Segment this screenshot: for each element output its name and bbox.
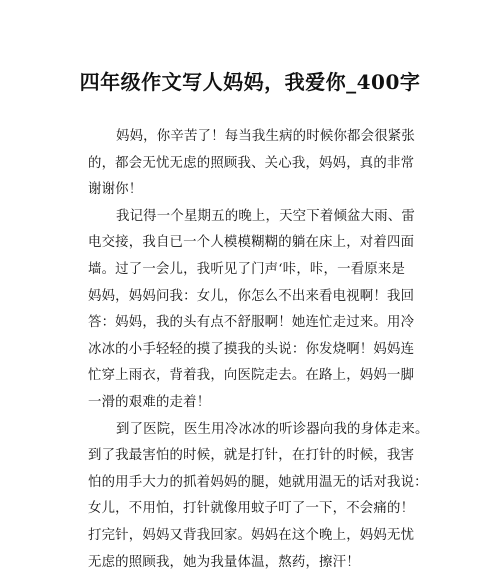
paragraph-line: 我记得一个星期五的晚上，天空下着倾盆大雨、雷 (88, 204, 428, 231)
paragraph-line: 墙。过了一会儿，我听见了门声‘咔，咔，一看原来是 (88, 257, 428, 284)
paragraph-line: 妈妈，妈妈问我：女儿，你怎么不出来看电视啊！我回 (88, 284, 428, 311)
paragraph-line: 到了医院，医生用冷冰冰的听诊器向我的身体走来。 (88, 417, 428, 444)
paragraph-line: 谢谢你！ (88, 177, 428, 204)
document-title: 四年级作文写人妈妈，我爱你_400字 (0, 66, 500, 95)
essay-body (88, 124, 428, 576)
paragraph-line: 答：妈妈，我的头有点不舒服啊！她连忙走过来。用冷 (88, 310, 428, 337)
paragraph-line: 电交接，我自已一个人模模糊糊的躺在床上，对着四面 (88, 230, 428, 257)
paragraph-line: 的，都会无忧无虑的照顾我、关心我，妈妈，真的非常 (88, 151, 428, 178)
paragraph-line: 一滑的艰难的走着！ (88, 390, 428, 417)
paragraph-line: 怕的用手大力的抓着妈妈的腿，她就用温无的话对我说： (88, 470, 428, 497)
paragraph-line: 女儿，不用怕，打针就像用蚊子叮了一下，不会痛的！ (88, 496, 428, 523)
paragraph-line: 忙穿上雨衣，背着我，向医院走去。在路上，妈妈一脚 (88, 363, 428, 390)
paragraph-line: 妈妈，你辛苦了！每当我生病的时候你都会很紧张 (88, 124, 428, 151)
paragraph-line: 打完针，妈妈又背我回家。妈妈在这个晚上，妈妈无忧 (88, 523, 428, 550)
paragraph-line: 无虑的照顾我，她为我量体温，熬药，擦汗！ (88, 550, 428, 576)
paragraph-line: 冰冰的小手轻轻的摸了摸我的头说：你发烧啊！妈妈连 (88, 337, 428, 364)
paragraph-line: 到了我最害怕的时候，就是打针，在打针的时候，我害 (88, 443, 428, 470)
